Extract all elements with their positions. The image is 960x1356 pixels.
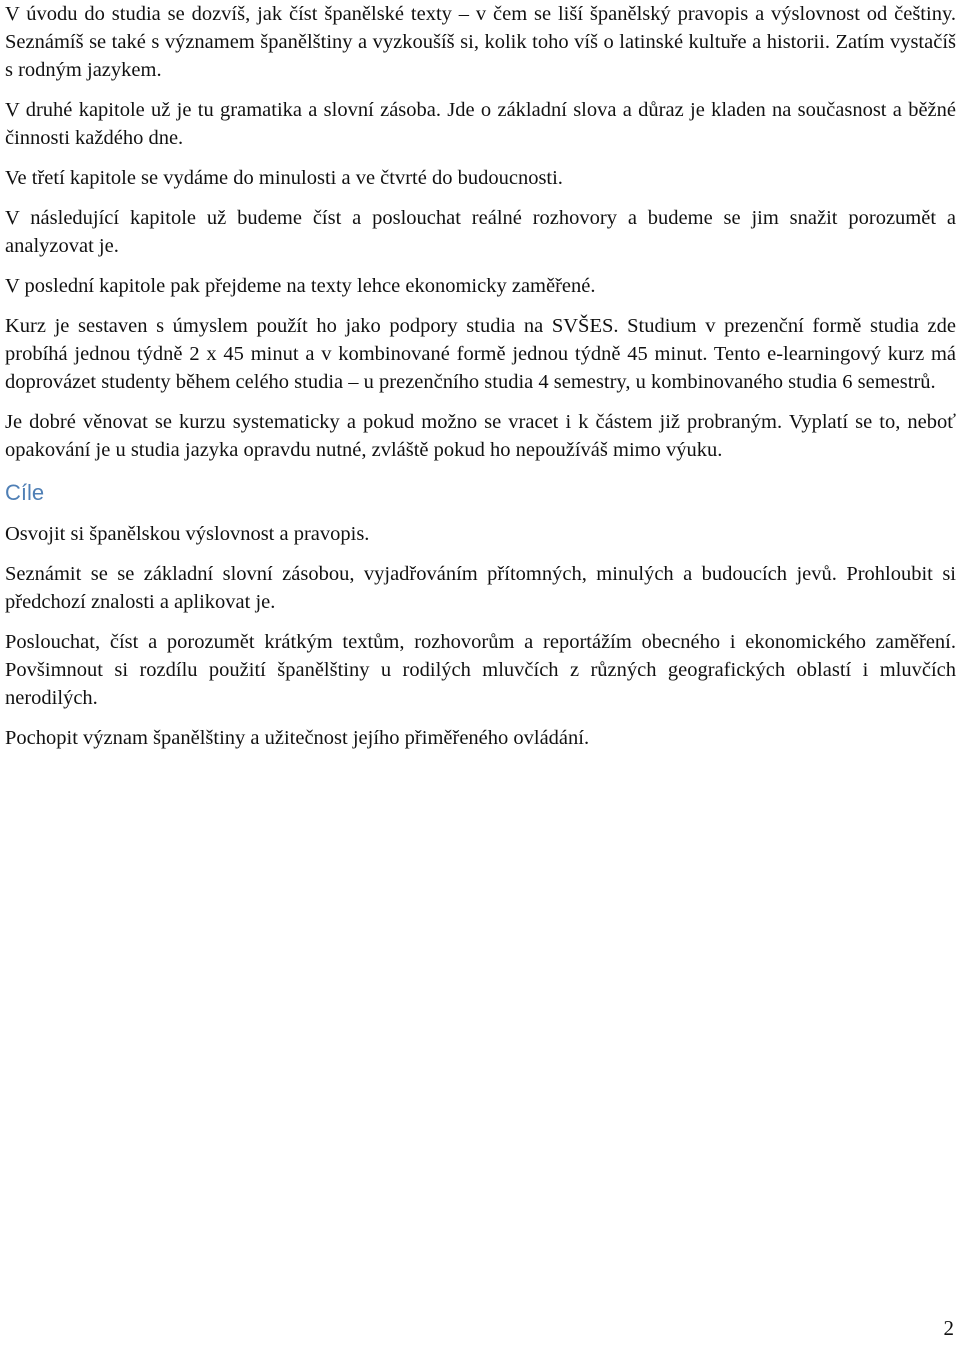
intro-paragraph-3: Ve třetí kapitole se vydáme do minulosti a ve čtvrté do budoucnosti. — [5, 167, 563, 189]
intro-paragraph-6: Kurz je sestaven s úmyslem použít ho jako podpory studia na SVŠES. Studium v prezenční formě studia zde probíhá jednou týdně 2 x 45 minut a v kombinované formě jednou týdně 45 minut. Tento e-learningový kurz má doprovázet studenty během celého studia – u prezenčního studia 4 semestry, u kombinovaného studia 6 semestrů. — [5, 315, 956, 393]
intro-paragraph-2: V druhé kapitole už je tu gramatika a slovní zásoba. Jde o základní slova a důraz je kladen na současnost a běžné činnosti každého dne. — [5, 99, 956, 149]
goal-paragraph-3: Poslouchat, číst a porozumět krátkým textům, rozhovorům a reportážím obecného i ekonomického zaměření. Povšimnout si rozdílu použití španělštiny u rodilých mluvčích z různých geografických oblastí i mluvčích nerodilých. — [5, 631, 956, 709]
goal-paragraph-4: Pochopit význam španělštiny a užitečnost jejího přiměřeného ovládání. — [5, 727, 590, 749]
intro-paragraph-5: V poslední kapitole pak přejdeme na texty lehce ekonomicky zaměřené. — [5, 275, 596, 297]
document-body — [5, 0, 956, 752]
goals-heading: Cíle — [5, 480, 45, 505]
goal-paragraph-2: Seznámit se se základní slovní zásobou, vyjadřováním přítomných, minulých a budoucích jevů. Prohloubit si předchozí znalosti a aplikovat je. — [5, 563, 956, 613]
goal-paragraph-1: Osvojit si španělskou výslovnost a pravopis. — [5, 523, 370, 545]
intro-paragraph-1: V úvodu do studia se dozvíš, jak číst španělské texty – v čem se liší španělský pravopis a výslovnost od češtiny. Seznámíš se také s významem španělštiny a vyzkoušíš si, kolik toho víš o latinské kultuře a historii. Zatím vystačíš s rodným jazykem. — [5, 3, 956, 81]
page-number: 2 — [943, 1316, 954, 1340]
intro-paragraph-4: V následující kapitole už budeme číst a poslouchat reálné rozhovory a budeme se jim snažit porozumět a analyzovat je. — [5, 207, 956, 257]
intro-paragraph-7: Je dobré věnovat se kurzu systematicky a pokud možno se vracet i k částem již probraným. Vyplatí se to, neboť opakování je u studia jazyka opravdu nutné, zvláště pokud ho nepoužíváš mimo výuku. — [5, 411, 956, 461]
